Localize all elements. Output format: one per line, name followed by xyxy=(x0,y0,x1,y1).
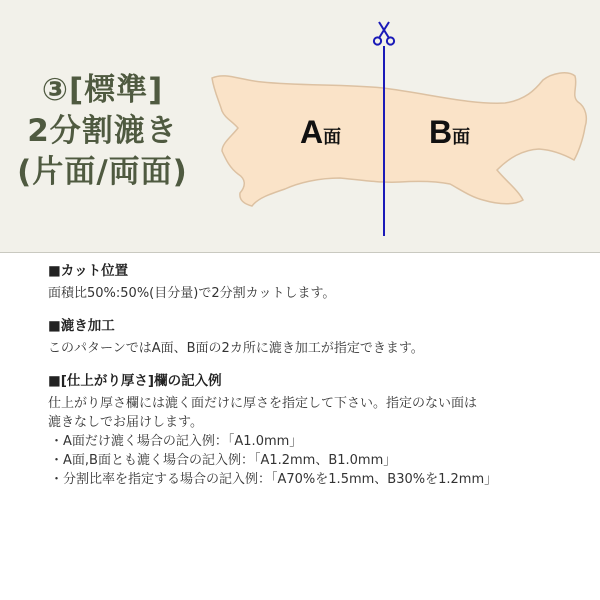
leather-hide-shape xyxy=(212,73,586,206)
scissors-icon xyxy=(374,22,394,45)
instructions xyxy=(48,262,588,499)
section-cut-body: 面積比50%:50%(目分量)で2分割カットします。 xyxy=(48,286,336,301)
banner-title-line-1: ③[標準] xyxy=(41,72,164,108)
section-skive-heading: ■漉き加工 xyxy=(48,318,115,334)
section-entry-examples xyxy=(48,372,588,489)
entry-example-3: ・分割比率を指定する場合の記入例：「A70%を1.5mm、B30%を1.2mm」 xyxy=(50,472,498,487)
label-b-letter: B xyxy=(429,114,453,150)
banner-title-line-3: (片面/両面) xyxy=(17,154,188,190)
section-entry-body-line-1: 仕上がり厚さ欄には漉く面だけに厚さを指定して下さい。指定のない面は xyxy=(48,396,478,411)
section-entry-heading: ■[仕上がり厚さ]欄の記入例 xyxy=(48,373,222,389)
section-entry-body-line-2: 漉きなしでお届けします。 xyxy=(48,415,203,430)
section-skive-body: このパターンではA面、B面の2カ所に漉き加工が指定できます。 xyxy=(48,341,424,356)
section-entry-body xyxy=(48,394,588,489)
section-cut-position xyxy=(48,262,588,303)
label-a-suffix: 面 xyxy=(323,127,342,148)
header-banner xyxy=(0,0,600,253)
label-a-letter: A xyxy=(300,114,324,150)
section-cut-heading: ■カット位置 xyxy=(48,263,129,279)
leather-hide-diagram xyxy=(0,0,600,252)
entry-example-1: ・A面だけ漉く場合の記入例：「A1.0mm」 xyxy=(50,434,303,449)
section-skiving xyxy=(48,317,588,358)
banner-title-line-2: 2分割漉き xyxy=(27,113,178,149)
label-b-suffix: 面 xyxy=(452,127,471,148)
entry-example-2: ・A面,B面とも漉く場合の記入例：「A1.2mm、B1.0mm」 xyxy=(50,453,397,468)
